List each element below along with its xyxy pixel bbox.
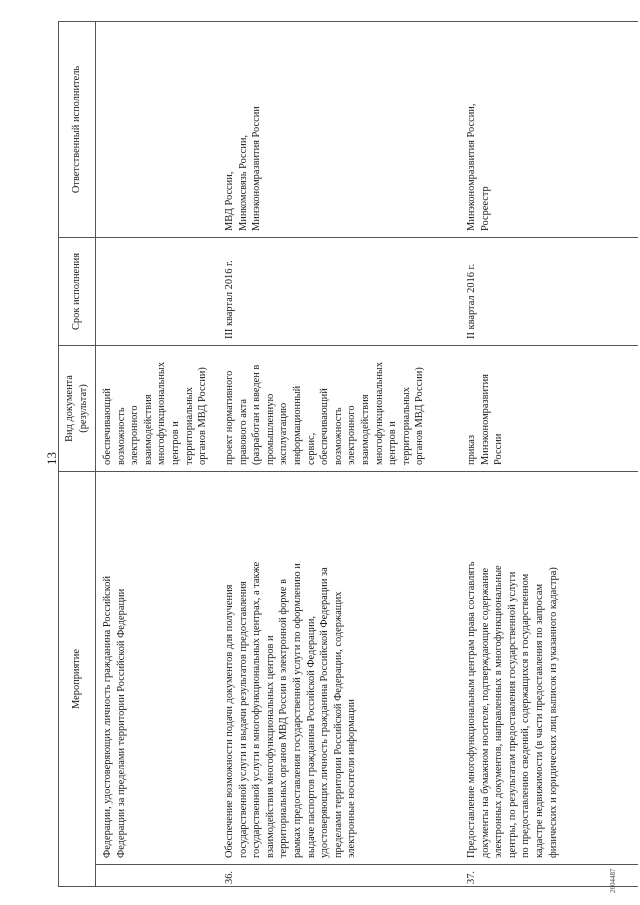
row-responsible — [96, 21, 219, 237]
row-deadline — [96, 237, 219, 345]
row-doc-type: приказ Минэкономразвития России — [460, 345, 638, 471]
row-number: 36. — [218, 865, 460, 887]
header-doc-type: Вид документа (результат) — [59, 345, 96, 471]
table-row — [460, 21, 638, 886]
header-deadline: Срок исполнения — [59, 237, 96, 345]
row-number: 37. — [460, 865, 638, 887]
row-deadline: II квартал 2016 г. — [460, 237, 638, 345]
row-doc-type: обеспечивающий возможность электронного взаимодействия многофункциональных центров и территориальных органов МВД России) — [96, 345, 219, 471]
row-activity: Предоставление многофункциональным центрам права составлять документы на бумажном носителе, подтверждающие содержание электронных документов, направленных в многофункциональные центры, по результатам предоставления государственной услуги по предоставлению сведений, содержащихся в государственном кадастре недвижимости (в части предоставления по запросам физических и юридических лиц выписок из указанного кадастра) — [460, 471, 638, 864]
activity-table — [58, 21, 638, 887]
table-row — [96, 21, 219, 886]
table-row — [218, 21, 460, 886]
table-header-row — [59, 21, 96, 886]
page-number: 13 — [44, 452, 59, 465]
header-activity: Мероприятие — [59, 471, 96, 886]
row-responsible: Минэкономразвития России, Росреестр — [460, 21, 638, 237]
row-responsible: МВД России, Минкомсвязь России, Минэкономразвития России — [218, 21, 460, 237]
row-activity: Обеспечение возможности подачи документов для получения государственной услуги и выдачи результатов предоставления государственной услуги в многофункциональных центрах, а также взаимодействия многофункциональных центров и территориальных органов МВД России в электронной форме в рамках предоставления государственной услуги по оформлению и выдаче паспортов гражданина Российской Федерации, удостоверяющих личность гражданина Российской Федерации за пределами территории Российской Федерации, содержащих электронные носители информации — [218, 471, 460, 864]
row-deadline: III квартал 2016 г. — [218, 237, 460, 345]
row-activity: Федерации, удостоверяющих личность гражданина Российской Федерации за пределами территории Российской Федерации — [96, 471, 219, 864]
row-number — [96, 865, 219, 887]
document-code: 2604487 — [609, 868, 617, 893]
header-responsible: Ответственный исполнитель — [59, 21, 96, 237]
row-doc-type: проект нормативного правового акта (разработан и введен в промышленную эксплуатацию информационный сервис, обеспечивающий возможность электронного взаимодействия многофункциональных центров и территориальных органов МВД России) — [218, 345, 460, 471]
